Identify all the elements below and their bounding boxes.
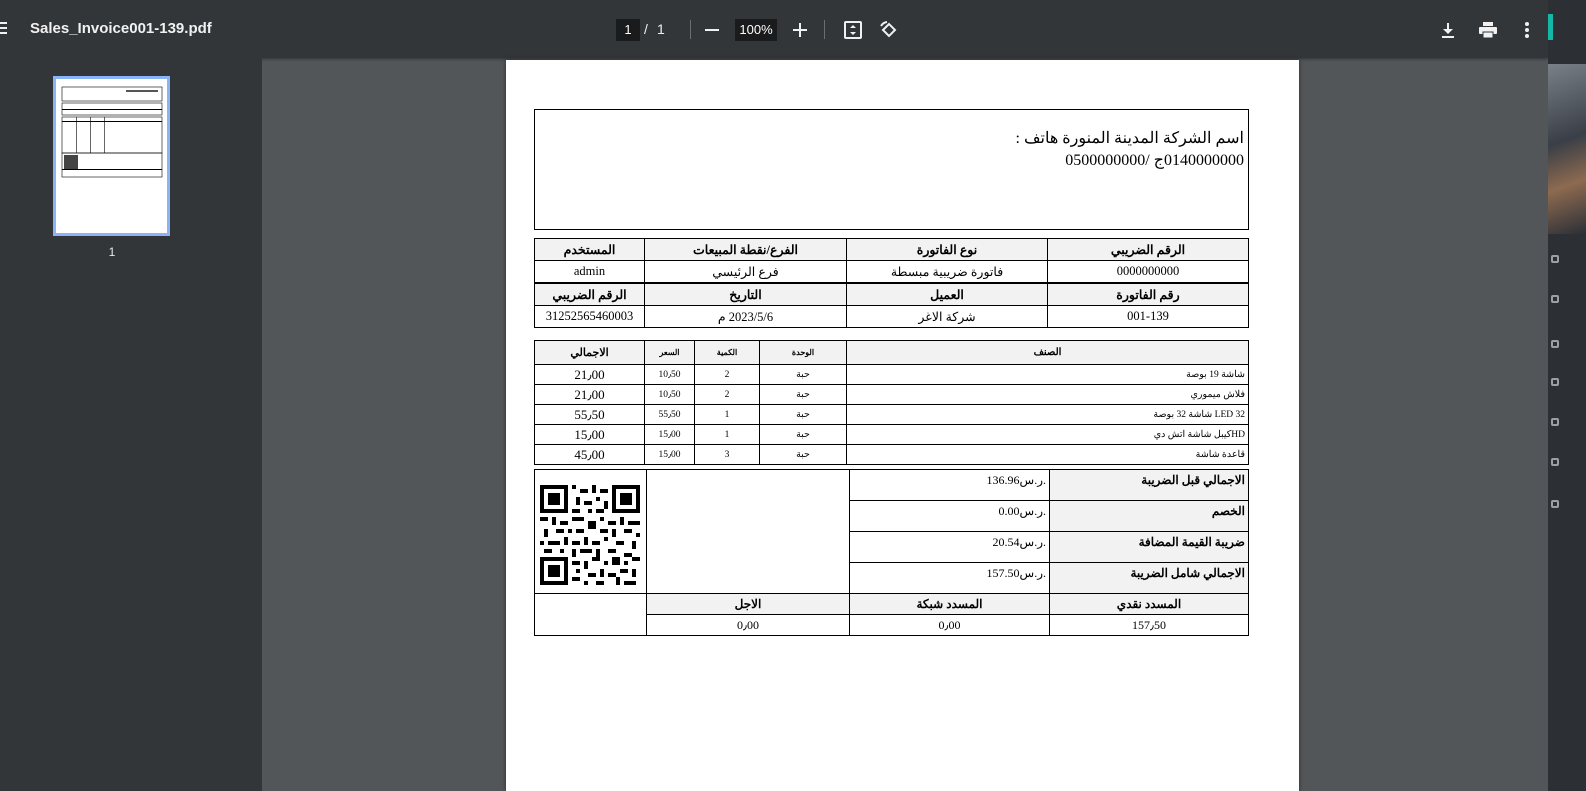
table-row <box>535 306 1249 328</box>
page-thumbnail[interactable] <box>53 76 170 236</box>
minus-icon <box>705 23 719 37</box>
cart-icon <box>1551 378 1559 386</box>
item-price: 10٫50 <box>645 365 695 385</box>
total-pages: 1 <box>657 21 665 37</box>
thumbnail-page-number: 1 <box>108 245 116 259</box>
item-price: 10٫50 <box>645 385 695 405</box>
deferred-amount: 0٫00 <box>647 615 850 636</box>
summary-label: ضريبة القيمة المضافة <box>1050 532 1249 563</box>
network-paid-amount: 0٫00 <box>850 615 1050 636</box>
table-row <box>535 470 1249 501</box>
item-qty: 1 <box>695 425 760 445</box>
summary-label: الاجمالي قبل الضريبة <box>1050 470 1249 501</box>
item-unit: حبة <box>760 405 847 425</box>
header-cell: نوع الفاتورة <box>847 239 1048 261</box>
zoom-in-button[interactable] <box>787 17 813 43</box>
header-cell: الرقم الضريبي <box>1048 239 1249 261</box>
download-icon <box>1440 22 1456 38</box>
user-value: admin <box>535 261 645 284</box>
company-info <box>1016 128 1245 172</box>
item-unit: حبة <box>760 445 847 465</box>
invoice-type-value: فاتورة ضريبية مبسطة <box>847 261 1048 284</box>
item-total: 21٫00 <box>535 385 645 405</box>
menu-icon[interactable] <box>0 19 8 39</box>
item-price: 15٫00 <box>645 445 695 465</box>
table-row <box>535 405 1249 425</box>
page-separator: / <box>644 21 648 37</box>
divider <box>824 20 825 39</box>
item-unit: حبة <box>760 425 847 445</box>
item-name: HDكيبل شاشة اتش دي <box>847 425 1249 445</box>
item-total: 21٫00 <box>535 365 645 385</box>
header-cell: الوحدة <box>760 341 847 365</box>
print-button[interactable] <box>1475 17 1501 43</box>
header-cell: السعر <box>645 341 695 365</box>
header-cell: المسدد شبكة <box>850 594 1050 615</box>
table-row <box>535 239 1249 261</box>
header-cell: الفرع/نقطة المبيعات <box>645 239 847 261</box>
thumbnail-preview <box>56 79 167 233</box>
page-number-input[interactable]: 1 <box>616 19 640 41</box>
fit-page-button[interactable] <box>840 17 866 43</box>
table-row <box>535 341 1249 365</box>
summary-label: الخصم <box>1050 501 1249 532</box>
item-qty: 2 <box>695 385 760 405</box>
items-table <box>534 340 1249 465</box>
summary-label: الاجمالي شامل الضريبة <box>1050 563 1249 594</box>
settings-icon <box>1551 418 1559 426</box>
table-row <box>535 385 1249 405</box>
fit-page-icon <box>844 21 862 39</box>
rotate-button[interactable] <box>876 17 902 43</box>
more-vert-icon <box>1525 22 1529 38</box>
invoice-number-value: 001-139 <box>1048 306 1249 328</box>
print-icon <box>1479 22 1497 38</box>
table-row <box>535 594 1249 615</box>
item-qty: 3 <box>695 445 760 465</box>
item-unit: حبة <box>760 385 847 405</box>
summary-value: 157.50ر.س. <box>850 563 1050 594</box>
header-cell: المستخدم <box>535 239 645 261</box>
item-unit: حبة <box>760 365 847 385</box>
file-name: Sales_Invoice001-139.pdf <box>30 20 212 37</box>
qr-code <box>540 485 640 585</box>
summary-value: 20.54ر.س. <box>850 532 1050 563</box>
qr-cell-bottom <box>535 594 647 636</box>
item-name: فلاش ميموري <box>847 385 1249 405</box>
header-cell: الاجل <box>647 594 850 615</box>
item-total: 15٫00 <box>535 425 645 445</box>
item-total: 45٫00 <box>535 445 645 465</box>
pdf-page <box>506 60 1299 791</box>
header-cell: رقم الفاتورة <box>1048 283 1249 306</box>
table-row <box>535 261 1249 284</box>
table-row <box>535 445 1249 465</box>
lock-icon <box>1551 295 1559 303</box>
lock-icon <box>1551 255 1559 263</box>
company-phone: 0140000000ج /0500000000 <box>1065 152 1244 169</box>
tax-number-value: 0000000000 <box>1048 261 1249 284</box>
background-image <box>1548 64 1586 234</box>
item-name: قاعدة شاشة <box>847 445 1249 465</box>
zoom-input[interactable]: 100% <box>735 19 777 41</box>
item-price: 55٫50 <box>645 405 695 425</box>
date-value: 2023/5/6 م <box>645 306 847 328</box>
item-total: 55٫50 <box>535 405 645 425</box>
branch-value: فرع الرئيسي <box>645 261 847 284</box>
summary-value: 136.96ر.س. <box>850 470 1050 501</box>
header-cell: التاريخ <box>645 283 847 306</box>
summary-table <box>534 469 1249 636</box>
header-cell: الاجمالي <box>535 341 645 365</box>
header-cell: العميل <box>847 283 1048 306</box>
summary-value: 0.00ر.س. <box>850 501 1050 532</box>
header-cell: الرقم الضريبي <box>535 283 645 306</box>
blank-cell <box>647 470 850 594</box>
header-cell: المسدد نقدي <box>1050 594 1249 615</box>
table-row <box>535 283 1249 306</box>
lock-icon <box>1551 340 1559 348</box>
rotate-icon <box>879 20 899 40</box>
zoom-out-button[interactable] <box>699 17 725 43</box>
more-actions-button[interactable] <box>1514 17 1540 43</box>
item-qty: 1 <box>695 405 760 425</box>
plus-icon <box>793 23 807 37</box>
item-name: LED 32 شاشة 32 بوصة <box>847 405 1249 425</box>
divider <box>690 20 691 39</box>
customer-tax-value: 31252565460003 <box>535 306 645 328</box>
item-price: 15٫00 <box>645 425 695 445</box>
company-header <box>534 109 1249 230</box>
pdf-toolbar <box>0 0 1548 58</box>
company-name: اسم الشركة المدينة المنورة هاتف : <box>1015 130 1244 147</box>
table-row <box>535 365 1249 385</box>
table-row <box>535 425 1249 445</box>
item-qty: 2 <box>695 365 760 385</box>
item-name: شاشة 19 بوصة <box>847 365 1249 385</box>
accent-bar <box>1548 14 1553 40</box>
download-button[interactable] <box>1435 17 1461 43</box>
gear-icon <box>1551 500 1559 508</box>
menu-icon <box>1551 458 1559 466</box>
header-cell: الصنف <box>847 341 1249 365</box>
header-cell: الكمية <box>695 341 760 365</box>
customer-value: شركة الاغر <box>847 306 1048 328</box>
cash-paid-amount: 157٫50 <box>1050 615 1249 636</box>
invoice-info-table <box>534 238 1249 328</box>
